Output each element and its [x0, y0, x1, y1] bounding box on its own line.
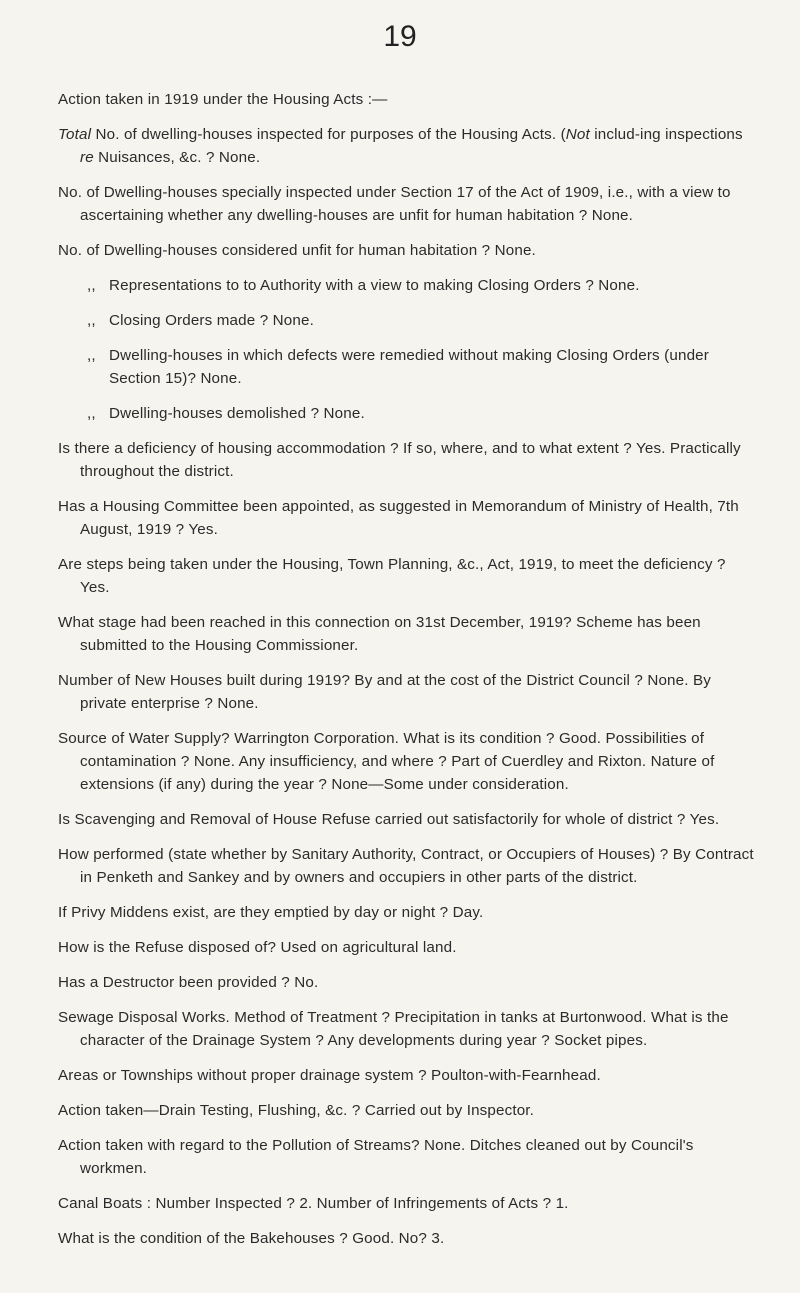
- paragraph-stream-pollution: Action taken with regard to the Pollution of Streams? None. Ditches cleaned out by Council's workmen.: [58, 1137, 694, 1177]
- paragraph-canal-boats: Canal Boats : Number Inspected ? 2. Number of Infringements of Acts ? 1.: [58, 1195, 569, 1212]
- ditto-item-defects-remedied: ,, Dwelling-houses in which defects were remedied without making Closing Orders (under Section 15)? None.: [58, 344, 754, 390]
- paragraph-how-performed: How performed (state whether by Sanitary Authority, Contract, or Occupiers of Houses) ? By Contract in Penketh and Sankey and by owners and occupiers in other parts of the district.: [58, 846, 754, 886]
- ditto-mark: ,,: [87, 312, 96, 329]
- paragraph-stage-reached: What stage had been reached in this connection on 31st December, 1919? Scheme has been submitted to the Housing Commissioner.: [58, 614, 701, 654]
- document-body: [58, 88, 754, 1262]
- paragraph-refuse-disposal: How is the Refuse disposed of? Used on agricultural land.: [58, 939, 457, 956]
- ditto-item-closing-orders: ,, Closing Orders made ? None.: [58, 309, 754, 332]
- heading-action-taken: Action taken in 1919 under the Housing Acts :—: [58, 91, 388, 108]
- ditto-mark: ,,: [87, 405, 96, 422]
- paragraph-privy-middens: If Privy Middens exist, are they emptied by day or night ? Day.: [58, 904, 484, 921]
- paragraph-sewage-disposal: Sewage Disposal Works. Method of Treatment ? Precipitation in tanks at Burtonwood. What is the character of the Drainage System ? Any developments during year ? Socket pipes.: [58, 1009, 729, 1049]
- paragraph-scavenging: Is Scavenging and Removal of House Refuse carried out satisfactorily for whole of district ? Yes.: [58, 811, 720, 828]
- paragraph-housing-deficiency: Is there a deficiency of housing accommodation ? If so, where, and to what extent ? Yes. Practically throughout the district.: [58, 440, 741, 480]
- total-label: Total: [58, 126, 92, 143]
- paragraph-total-inspected: Total No. of dwelling-houses inspected for purposes of the Housing Acts. (Not includ-ing inspections re Nuisances, &c. ? None.: [58, 126, 743, 166]
- ditto-mark: ,,: [87, 347, 96, 364]
- ditto-mark: ,,: [87, 277, 96, 294]
- paragraph-drain-testing: Action taken—Drain Testing, Flushing, &c. ? Carried out by Inspector.: [58, 1102, 535, 1119]
- paragraph-drainage-areas: Areas or Townships without proper drainage system ? Poulton-with-Fearnhead.: [58, 1067, 601, 1084]
- paragraph-destructor: Has a Destructor been provided ? No.: [58, 974, 319, 991]
- paragraph-new-houses: Number of New Houses built during 1919? By and at the cost of the District Council ? None. By private enterprise ? None.: [58, 672, 711, 712]
- ditto-item-representations: ,, Representations to to Authority with a view to making Closing Orders ? None.: [58, 274, 754, 297]
- paragraph-specially-inspected: No. of Dwelling-houses specially inspected under Section 17 of the Act of 1909, i.e., with a view to ascertaining whether any dwelling-houses are unfit for human habitation ? None.: [58, 184, 731, 224]
- page-number: 19: [383, 20, 417, 53]
- paragraph-steps-taken: Are steps being taken under the Housing, Town Planning, &c., Act, 1919, to meet the deficiency ? Yes.: [58, 556, 726, 596]
- paragraph-bakehouses: What is the condition of the Bakehouses ? Good. No? 3.: [58, 1230, 445, 1247]
- paragraph-water-supply: Source of Water Supply? Warrington Corporation. What is its condition ? Good. Possibilities of contamination ? None. Any insufficiency, and where ? Part of Cuerdley and Rixton. Nature of extensions (if any) during the year ? None—Some under consideration.: [58, 730, 715, 793]
- paragraph-housing-committee: Has a Housing Committee been appointed, as suggested in Memorandum of Ministry of Health, 7th August, 1919 ? Yes.: [58, 498, 739, 538]
- ditto-item-demolished: ,, Dwelling-houses demolished ? None.: [58, 402, 754, 425]
- paragraph-considered-unfit: No. of Dwelling-houses considered unfit for human habitation ? None.: [58, 242, 536, 259]
